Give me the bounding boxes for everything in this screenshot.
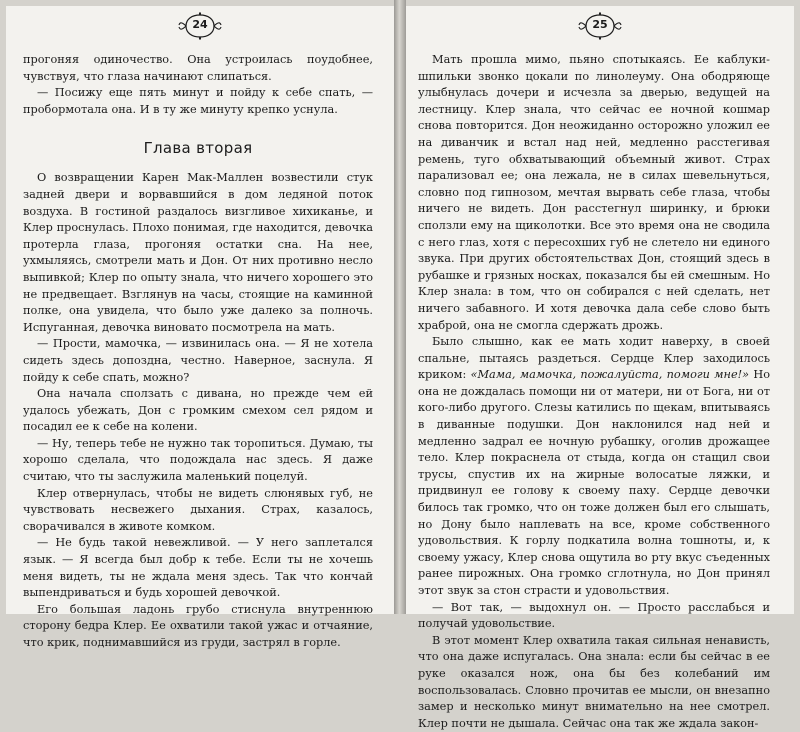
right-page [406, 6, 794, 730]
book-gutter [394, 0, 406, 614]
page-number: 24 [192, 18, 208, 31]
page-number: 25 [592, 18, 608, 31]
paragraph: — Вот так, — выдохнул он. — Просто расслабься и получай удовольствие. [418, 600, 770, 631]
paragraph: Его большая ладонь грубо стиснула внутреннюю сторону бедра Клер. Ее охватили такой ужас и отчаяние, что крик, поднимавшийся из груди, застрял в горле. [23, 602, 373, 649]
paragraph: В этот момент Клер охватила такая сильная ненависть, что она даже испугалась. Она знала: если бы сейчас в ее руке оказался нож, она бы без колебаний им воспользовалась. Словно прочитав ее мысли, он внезапно замер и несколько минут внимательно на нее смотрел. Клер почти не дышала. Сейчас она так же ждала закон- [418, 633, 770, 730]
paragraph: Мать прошла мимо, пьяно спотыкаясь. Ее каблуки-шпильки звонко цокали по линолеуму. Она ободряюще улыбнулась дочери и исчезла за дверью, ведущей на лестницу. Клер знала, что сейчас ее ночной кошмар снова повторится. Дон неожиданно осторожно уложил ее на диванчик и встал над ней, медленно расстегивая ремень, туго обхватывающий объемный живот. Страх парализовал ее; она лежала, не в силах шевельнуться, словно под гипнозом, мечтая вырвать себе глаза, чтобы ничего не видеть. Дон расстегнул ширинку, и брюки сползли ему на щиколотки. Все это время она не сводила с него глаз, хотя с пересохших губ не слетело ни единого звука. При других обстоятельствах Дон, стоящий здесь в рубашке и грязных носках, показался бы ей смешным. Но Клер знала: в том, что он собирался с ней сделать, нет ничего забавного. И хотя девочка дала себе слово быть храброй, она не смогла сдержать дрожь. [418, 53, 770, 332]
paragraph [418, 334, 770, 600]
page-header [406, 12, 794, 40]
paragraph: — Ну, теперь тебе не нужно так торопиться. Думаю, ты хорошо сделала, что подождала нас здесь. Я даже считаю, что ты заслужила маленький поцелуй. [23, 436, 373, 484]
paragraph: — Прости, мамочка, — извинилась она. — Я не хотела сидеть здесь допоздна, честно. Наверное, заснула. Я пойду к себе спать, можно? [23, 337, 373, 384]
left-page [6, 6, 394, 649]
paragraph: Клер отвернулась, чтобы не видеть слюнявых губ, не чувствовать несвежего дыхания. Страх, казалось, сворачивался в животе комком. [23, 486, 373, 533]
page-header [6, 12, 394, 40]
paragraph: Она начала сползать с дивана, но прежде чем ей удалось убежать, Дон с громким смехом сел рядом и посадил ее к себе на колени. [23, 387, 373, 434]
right-page-text [418, 52, 770, 732]
italic-cry: «Мама, мамочка, пожалуйста, помоги мне!» [470, 368, 750, 382]
paragraph: прогоняя одиночество. Она устроилась поудобнее, чувствуя, что глаза начинают слипаться. [23, 53, 373, 83]
paragraph: — Не будь такой невежливой. — У него заплетался язык. — Я всегда был добр к тебе. Если ты не хочешь меня видеть, ты не ждала меня здесь. Так что кончай выпендриваться и будь хорошей девочкой. [23, 536, 373, 600]
chapter-title: Глава вторая [143, 139, 253, 158]
paragraph-text: Было слышно, как ее мать ходит наверху, в своей спальне, пытаясь раздеться. Сердце Клер заходилось криком: [418, 335, 770, 382]
paragraph: — Посижу еще пять минут и пойду к себе спать, — пробормотала она. И в ту же минуту крепко уснула. [23, 86, 373, 116]
left-page-text [23, 52, 373, 652]
paragraph: О возвращении Карен Мак-Маллен возвестили стук задней двери и ворвавшийся в дом ледяной поток воздуха. В гостиной раздалось визгливое хихиканье, и Клер проснулась. Плохо понимая, где находится, девочка протерла глаза, прогоняя остатки сна. На нее, ухмыляясь, смотрели мать и Дон. От них противно несло выпивкой; Клер по опыту знала, что ничего хорошего это не предвещает. Взглянув на часы, стоящие на каминной полке, она увидела, что было уже далеко за полночь. Испуганная, девочка виновато посмотрела на мать. [23, 171, 373, 334]
paragraph-text: Но она не дождалась помощи ни от матери, ни от Бога, ни от кого-либо другого. Слезы катились по щекам, впитываясь в диванные подушки. Дон наклонился над ней и медленно задрал ее ночную рубашку, оголив дрожащее тело. Клер покраснела от стыда, когда он стащил свои трусы, спустив их на жирные волосатые ляжки, и придвинул ее голову к своему паху. Сердце девочки билось так громко, что он тоже должен был его слышать, но Дону было наплевать на все, кроме собственного удовольствия. К горлу подкатила волна тошноты, и, к своему ужасу, Клер снова ощутила во рту вкус съеденных ранее пирожных. Она громко сглотнула, но Дон принял этот звук за стон страсти и удовольствия. [418, 368, 770, 597]
